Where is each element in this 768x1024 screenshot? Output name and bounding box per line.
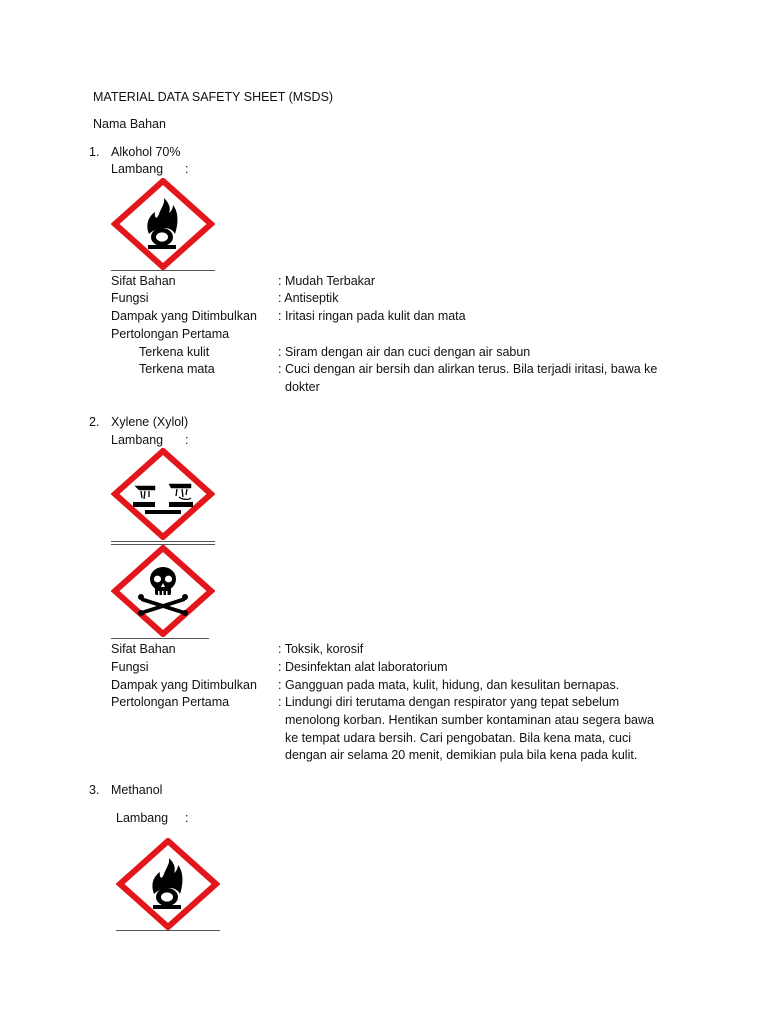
lambang-colon: :	[185, 811, 189, 825]
sifat-label: Sifat Bahan	[111, 274, 176, 288]
flame-over-circle-icon	[111, 178, 215, 270]
fungsi-value: : Desinfektan alat laboratorium	[278, 660, 448, 674]
underline-rule	[111, 638, 209, 639]
mata-value: : Cuci dengan air bersih dan alirkan terus. Bila terjadi iritasi, bawa ke	[278, 362, 658, 376]
dampak-value: : Iritasi ringan pada kulit dan mata	[278, 309, 466, 323]
corrosion-icon	[111, 448, 215, 540]
lambang-colon: :	[185, 433, 189, 447]
mata-label: Terkena mata	[139, 362, 215, 376]
section-heading: Nama Bahan	[93, 117, 166, 131]
underline-rule	[111, 270, 215, 271]
pertolongan-value-cont: menolong korban. Hentikan sumber kontaminan atau segera bawa	[285, 713, 654, 727]
lambang-colon: :	[185, 162, 189, 176]
lambang-label: Lambang	[116, 811, 169, 825]
pertolongan-label: Pertolongan Pertama	[111, 327, 230, 341]
lambang-label: Lambang	[111, 162, 164, 176]
pertolongan-value-cont: ke tempat udara bersih. Cari pengobatan. Bila kena mata, cuci	[285, 731, 632, 745]
kulit-label: Terkena kulit	[139, 345, 210, 359]
item-number: 3.	[89, 783, 100, 797]
fungsi-label: Fungsi	[111, 660, 149, 674]
dampak-label: Dampak yang Ditimbulkan	[111, 309, 257, 323]
document-title: MATERIAL DATA SAFETY SHEET (MSDS)	[93, 90, 334, 104]
dampak-value: : Gangguan pada mata, kulit, hidung, dan kesulitan bernapas.	[278, 678, 620, 692]
fungsi-value: : Antiseptik	[278, 291, 339, 305]
item-name: Methanol	[111, 783, 163, 797]
item-name: Xylene (Xylol)	[111, 415, 189, 429]
item-number: 2.	[89, 415, 100, 429]
flame-over-circle-icon	[116, 838, 220, 930]
dampak-label: Dampak yang Ditimbulkan	[111, 678, 257, 692]
pertolongan-label: Pertolongan Pertama	[111, 695, 230, 709]
pertolongan-value: : Lindungi diri terutama dengan respirator yang tepat sebelum	[278, 695, 620, 709]
mata-value-cont: dokter	[285, 380, 320, 394]
pertolongan-value-cont: dengan air selama 20 menit, demikian pula bila kena pada kulit.	[285, 748, 638, 762]
item-name: Alkohol 70%	[111, 145, 181, 159]
sifat-value: : Toksik, korosif	[278, 642, 364, 656]
sifat-label: Sifat Bahan	[111, 642, 176, 656]
kulit-value: : Siram dengan air dan cuci dengan air sabun	[278, 345, 531, 359]
underline-rule	[111, 541, 215, 542]
skull-crossbones-icon	[111, 545, 215, 637]
lambang-label: Lambang	[111, 433, 164, 447]
sifat-value: : Mudah Terbakar	[278, 274, 376, 288]
fungsi-label: Fungsi	[111, 291, 149, 305]
item-number: 1.	[89, 145, 100, 159]
underline-rule	[116, 930, 220, 931]
